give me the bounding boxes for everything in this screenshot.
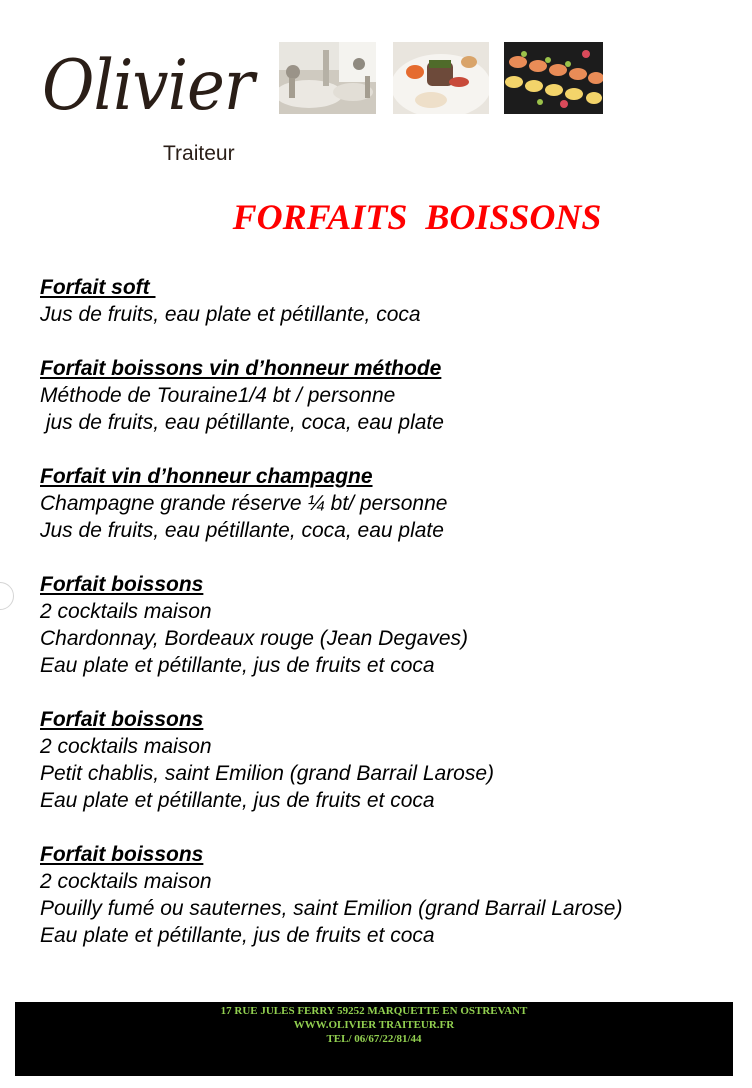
footer-website: WWW.OLIVIER TRAITEUR.FR: [293, 1019, 455, 1031]
package-line: Petit chablis, saint Emilion (grand Barrail Larose): [40, 762, 495, 785]
package-section: [40, 355, 740, 436]
footer-address: 17 RUE JULES FERRY 59252 MARQUETTE EN OSTREVANT: [220, 1005, 528, 1017]
package-line: Chardonnay, Bordeaux rouge (Jean Degaves): [40, 627, 469, 650]
package-line: Méthode de Touraine1/4 bt / personne: [40, 384, 396, 407]
package-line: Eau plate et pétillante, jus de fruits et coca: [40, 789, 435, 812]
package-line: 2 cocktails maison: [40, 870, 212, 893]
package-section: [40, 706, 740, 814]
package-heading: Forfait vin d’honneur champagne: [40, 465, 373, 488]
package-line: Champagne grande réserve ¼ bt/ personne: [40, 492, 448, 515]
package-heading: Forfait boissons: [40, 843, 204, 866]
footer-phone: TEL/ 06/67/22/81/44: [326, 1033, 422, 1045]
package-section: [40, 463, 740, 544]
package-heading: Forfait soft: [40, 276, 156, 299]
package-line: 2 cocktails maison: [40, 600, 212, 623]
package-line: 2 cocktails maison: [40, 735, 212, 758]
package-heading: Forfait boissons: [40, 708, 204, 731]
contact-footer: [15, 1002, 733, 1076]
package-section: [40, 571, 740, 679]
package-line: Jus de fruits, eau pétillante, coca, eau plate: [40, 519, 444, 542]
package-line: Pouilly fumé ou sauternes, saint Emilion (grand Barrail Larose): [40, 897, 623, 920]
package-line: jus de fruits, eau pétillante, coca, eau plate: [40, 411, 444, 434]
canapes-tray-photo: [504, 42, 603, 114]
package-line: Eau plate et pétillante, jus de fruits et coca: [40, 654, 435, 677]
logo-subtitle: Traiteur: [163, 142, 235, 165]
package-section: [40, 841, 740, 949]
package-heading: Forfait boissons: [40, 573, 204, 596]
package-line: Eau plate et pétillante, jus de fruits et coca: [40, 924, 435, 947]
side-navigation-handle[interactable]: [0, 582, 14, 610]
logo-script-text: Olivier: [42, 46, 254, 127]
page-title: FORFAITS BOISSONS: [232, 197, 602, 237]
package-section: [40, 274, 740, 328]
plated-dish-photo: [393, 42, 489, 114]
drinks-packages-list: [40, 274, 740, 976]
package-heading: Forfait boissons vin d’honneur méthode: [40, 357, 442, 380]
reception-hall-photo: [279, 42, 376, 114]
package-line: Jus de fruits, eau plate et pétillante, coca: [40, 303, 421, 326]
olivier-traiteur-logo: [40, 46, 270, 170]
